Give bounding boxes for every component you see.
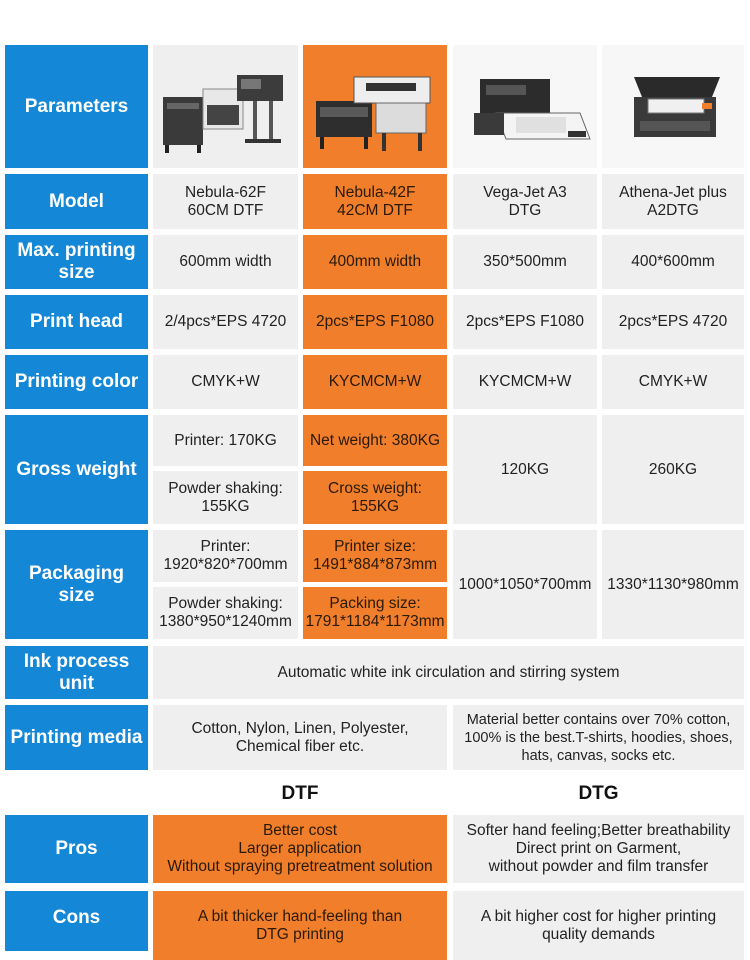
section-dtg-label: DTG	[578, 783, 619, 804]
weight-athena-jet: 260KG	[602, 415, 744, 524]
product-image-nebula-62f	[153, 45, 298, 168]
model-label: Model	[49, 190, 104, 212]
weight-powder-nebula-62f: Powder shaking: 155KG	[153, 471, 298, 524]
product-image-athena-jet	[602, 45, 744, 168]
dtf-printer-medium-icon	[306, 55, 444, 159]
dtg-printer-a3-icon	[456, 55, 594, 159]
weight-vega-jet: 120KG	[453, 415, 597, 524]
model-nebula-62f: Nebula-62F 60CM DTF	[153, 174, 298, 229]
max-size-athena-jet: 400*600mm	[602, 235, 744, 289]
weight-net-nebula-42f: Net weight: 380KG	[303, 415, 447, 466]
color-athena-jet: CMYK+W	[602, 355, 744, 409]
ink-process-value: Automatic white ink circulation and stirring system	[153, 646, 744, 699]
section-dtf-label: DTF	[281, 783, 319, 804]
weight-printer-nebula-62f: Printer: 170KG	[153, 415, 298, 466]
pack-printer-nebula-62f: Printer: 1920*820*700mm	[153, 530, 298, 582]
product-image-nebula-42f	[303, 45, 447, 168]
pros-header: Pros	[5, 815, 148, 883]
gross-weight-header: Gross weight	[5, 415, 148, 524]
packaging-size-header: Packaging size	[5, 530, 148, 639]
print-head-nebula-42f: 2pcs*EPS F1080	[303, 295, 447, 349]
parameters-header	[5, 45, 148, 168]
max-size-header: Max. printing size	[5, 235, 148, 289]
pack-printer-nebula-42f: Printer size: 1491*884*873mm	[303, 530, 447, 582]
cons-header: Cons	[5, 891, 148, 951]
max-size-nebula-42f: 400mm width	[303, 235, 447, 289]
pros-dtg: Softer hand feeling;Better breathability Direct print on Garment, without powder and film transfer	[453, 815, 744, 883]
max-size-vega-jet: 350*500mm	[453, 235, 597, 289]
pack-packing-nebula-42f: Packing size: 1791*1184*1173mm	[303, 587, 447, 639]
pros-dtf: Better cost Larger application Without spraying pretreatment solution	[153, 815, 447, 883]
pack-vega-jet: 1000*1050*700mm	[453, 530, 597, 639]
print-head-vega-jet: 2pcs*EPS F1080	[453, 295, 597, 349]
pack-powder-nebula-62f: Powder shaking: 1380*950*1240mm	[153, 587, 298, 639]
print-head-athena-jet: 2pcs*EPS 4720	[602, 295, 744, 349]
model-vega-jet: Vega-Jet A3 DTG	[453, 174, 597, 229]
cons-dtf: A bit thicker hand-feeling than DTG printing	[153, 891, 447, 960]
printing-color-header: Printing color	[5, 355, 148, 409]
color-vega-jet: KYCMCM+W	[453, 355, 597, 409]
model-athena-jet: Athena-Jet plus A2DTG	[602, 174, 744, 229]
model-header	[5, 174, 148, 229]
parameters-label: Parameters	[24, 95, 129, 117]
media-dtf: Cotton, Nylon, Linen, Polyester, Chemical fiber etc.	[153, 705, 447, 770]
print-head-header: Print head	[5, 295, 148, 349]
cons-dtg: A bit higher cost for higher printing quality demands	[453, 891, 744, 960]
color-nebula-62f: CMYK+W	[153, 355, 298, 409]
dtf-printer-large-icon	[157, 55, 295, 159]
weight-cross-nebula-42f: Cross weight: 155KG	[303, 471, 447, 524]
print-head-nebula-62f: 2/4pcs*EPS 4720	[153, 295, 298, 349]
color-nebula-42f: KYCMCM+W	[303, 355, 447, 409]
pack-athena-jet: 1330*1130*980mm	[602, 530, 744, 639]
dtg-printer-a2-icon	[604, 55, 742, 159]
model-nebula-42f: Nebula-42F 42CM DTF	[303, 174, 447, 229]
product-image-vega-jet	[453, 45, 597, 168]
printing-media-header: Printing media	[5, 705, 148, 770]
ink-process-header: Ink process unit	[5, 646, 148, 699]
media-dtg: Material better contains over 70% cotton, 100% is the best.T-shirts, hoodies, shoes, hats, canvas, socks etc.	[453, 705, 744, 770]
max-size-nebula-62f: 600mm width	[153, 235, 298, 289]
